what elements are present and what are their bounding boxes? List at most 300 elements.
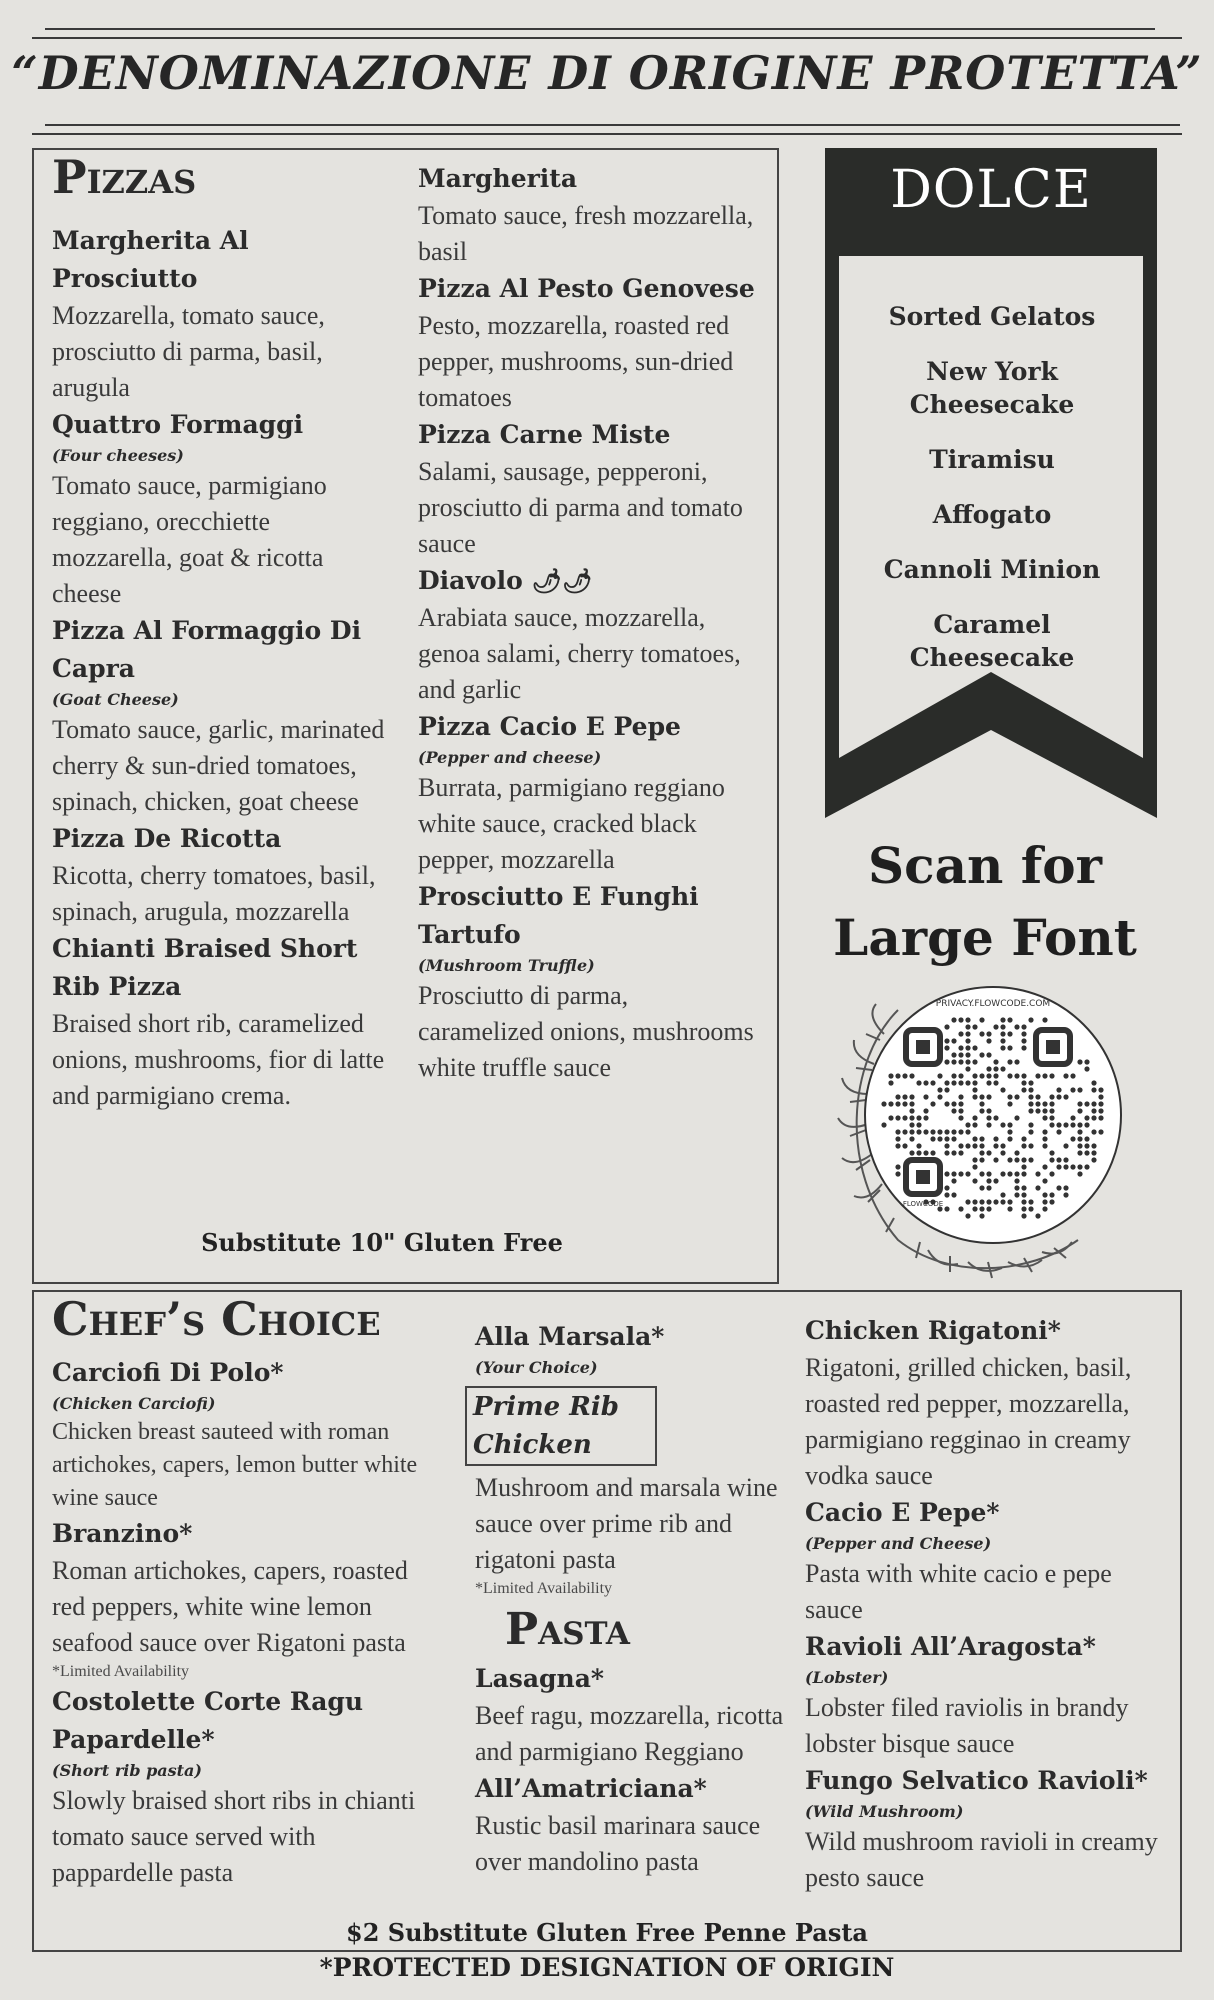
qr-module [930, 1150, 935, 1155]
qr-module [1014, 1059, 1019, 1064]
qr-module [1063, 1094, 1068, 1099]
page-title: “DENOMINAZIONE DI ORIGINE PROTETTA” [11, 46, 1203, 100]
item-name: Chianti Braised Short Rib Pizza [52, 934, 358, 1001]
qr-module [1014, 1171, 1019, 1176]
qr-module [902, 1101, 907, 1106]
qr-module [986, 1080, 991, 1085]
qr-module [944, 1045, 949, 1050]
qr-module [958, 1143, 963, 1148]
item-description: Tomato sauce, fresh mozzarella, basil [418, 201, 754, 266]
qr-module [951, 1101, 956, 1106]
qr-module [1028, 1094, 1033, 1099]
qr-module [944, 1143, 949, 1148]
protected-designation-note: *PROTECTED DESIGNATION OF ORIGIN [319, 1953, 895, 1982]
menu-item [52, 820, 397, 930]
qr-module [1063, 1073, 1068, 1078]
qr-module [909, 1073, 914, 1078]
qr-module [965, 1122, 970, 1127]
qr-module [986, 1031, 991, 1036]
qr-module [1021, 1024, 1026, 1029]
qr-module [1000, 1017, 1005, 1022]
qr-module [902, 1094, 907, 1099]
qr-module [979, 1094, 984, 1099]
qr-module [1021, 1073, 1026, 1078]
qr-module [965, 1045, 970, 1050]
qr-module [951, 1192, 956, 1197]
qr-module [1063, 1164, 1068, 1169]
qr-module [979, 1213, 984, 1218]
item-subtitle: (Mushroom Truffle) [418, 956, 595, 975]
qr-module [972, 1087, 977, 1092]
qr-module [1007, 1199, 1012, 1204]
item-name: Carciofi Di Polo* [52, 1358, 284, 1387]
qr-module [979, 1150, 984, 1155]
item-description: Pesto, mozzarella, roasted red pepper, mushrooms, sun-dried tomatoes [418, 311, 734, 412]
qr-module [1021, 1192, 1026, 1197]
qr-module [1000, 1031, 1005, 1036]
qr-module [1021, 1045, 1026, 1050]
qr-module [979, 1073, 984, 1078]
qr-module [895, 1094, 900, 1099]
qr-module [958, 1094, 963, 1099]
qr-module [1014, 1073, 1019, 1078]
qr-module [958, 1080, 963, 1085]
qr-module [951, 1059, 956, 1064]
pizzas-right-column [418, 160, 758, 1086]
qr-module [1007, 1059, 1012, 1064]
qr-code-icon[interactable] [828, 970, 1138, 1282]
menu-item [52, 1683, 422, 1891]
qr-module [986, 1094, 991, 1099]
qr-module [993, 1066, 998, 1071]
qr-module [1091, 1157, 1096, 1162]
item-name: Costolette Corte Ragu Papardelle* [52, 1687, 364, 1754]
qr-module [944, 1136, 949, 1141]
qr-module [1049, 1101, 1054, 1106]
item-description: Burrata, parmigiano reggiano white sauce, cracked black pepper, mozzarella [418, 773, 725, 874]
item-name: Margherita [418, 164, 578, 193]
menu-item [805, 1312, 1175, 1494]
qr-module [986, 1178, 991, 1183]
qr-module [923, 1129, 928, 1134]
item-description: Arabiata sauce, mozzarella, genoa salami, cherry tomatoes, and garlic [418, 603, 741, 704]
qr-module [979, 1171, 984, 1176]
qr-module [986, 1073, 991, 1078]
qr-module [1000, 1150, 1005, 1155]
qr-module [1077, 1087, 1082, 1092]
qr-module [1077, 1136, 1082, 1141]
qr-module [979, 1206, 984, 1211]
qr-module [902, 1143, 907, 1148]
qr-module [986, 1206, 991, 1211]
qr-module [1000, 1122, 1005, 1127]
qr-module [937, 1073, 942, 1078]
qr-module [1021, 1185, 1026, 1190]
qr-module [923, 1115, 928, 1120]
qr-module [1084, 1150, 1089, 1155]
chili-pepper-icon: 🌶🌶 [531, 566, 593, 595]
qr-module [1021, 1199, 1026, 1204]
qr-module [979, 1108, 984, 1113]
qr-module [1091, 1115, 1096, 1120]
item-description: Prosciutto di parma, caramelized onions, mushrooms white truffle sauce [418, 981, 754, 1082]
qr-module [965, 1213, 970, 1218]
menu-item [805, 1762, 1175, 1896]
qr-module [944, 1185, 949, 1190]
qr-module [993, 1143, 998, 1148]
qr-module [1028, 1157, 1033, 1162]
qr-module [993, 1115, 998, 1120]
qr-module [951, 1052, 956, 1057]
qr-module [1098, 1129, 1103, 1134]
qr-module [895, 1143, 900, 1148]
qr-module [1021, 1171, 1026, 1176]
qr-module [979, 1101, 984, 1106]
qr-module [965, 1059, 970, 1064]
qr-module [958, 1171, 963, 1176]
qr-module [1091, 1143, 1096, 1148]
menu-item [52, 1515, 422, 1683]
qr-module [986, 1108, 991, 1113]
qr-module [1035, 1108, 1040, 1113]
qr-module [993, 1136, 998, 1141]
qr-module [965, 1024, 970, 1029]
item-name: Lasagna* [475, 1664, 604, 1693]
qr-module [958, 1206, 963, 1211]
menu-item [475, 1770, 805, 1880]
qr-module [909, 1136, 914, 1141]
menu-item [805, 1628, 1175, 1762]
qr-module [1049, 1150, 1054, 1155]
pizzas-gluten-free-note: Substitute 10" Gluten Free [201, 1228, 563, 1257]
item-description: Mozzarella, tomato sauce, prosciutto di parma, basil, arugula [52, 301, 325, 402]
qr-module [1042, 1199, 1047, 1204]
qr-module [1021, 1164, 1026, 1169]
item-description: Tomato sauce, garlic, marinated cherry & sun-dried tomatoes, spinach, chicken, goat cheese [52, 715, 385, 816]
menu-item [418, 160, 758, 270]
qr-module [1014, 1150, 1019, 1155]
qr-module [1035, 1213, 1040, 1218]
menu-item [418, 562, 758, 708]
qr-module [1070, 1122, 1075, 1127]
item-name: Branzino* [52, 1519, 193, 1548]
qr-module [1028, 1087, 1033, 1092]
qr-module [1042, 1115, 1047, 1120]
qr-code-wreath [828, 970, 1138, 1286]
qr-module [1084, 1164, 1089, 1169]
qr-module [1028, 1080, 1033, 1085]
qr-module [923, 1150, 928, 1155]
dolce-item: New York Cheesecake [909, 357, 1075, 419]
qr-module [888, 1080, 893, 1085]
qr-module [1035, 1185, 1040, 1190]
qr-module [1091, 1108, 1096, 1113]
qr-module [1049, 1171, 1054, 1176]
qr-module [1014, 1024, 1019, 1029]
qr-module [1007, 1171, 1012, 1176]
qr-module [909, 1150, 914, 1155]
qr-module [951, 1017, 956, 1022]
chefs-choice-title: Chef’s Choice [52, 1292, 381, 1346]
qr-module [909, 1115, 914, 1120]
qr-module [965, 1171, 970, 1176]
qr-module [944, 1206, 949, 1211]
qr-module [965, 1066, 970, 1071]
item-name: Pizza De Ricotta [52, 824, 282, 853]
qr-module [1056, 1164, 1061, 1169]
qr-module [1035, 1171, 1040, 1176]
qr-module [1091, 1150, 1096, 1155]
item-subtitle: (Goat Cheese) [52, 690, 179, 709]
item-description: Rustic basil marinara sauce over mandolino pasta [475, 1811, 761, 1876]
pizzas-title: Pizzas [52, 150, 197, 204]
qr-module [972, 1157, 977, 1162]
qr-module [1077, 1171, 1082, 1176]
qr-module [1007, 1157, 1012, 1162]
qr-module [986, 1066, 991, 1071]
qr-module [1049, 1108, 1054, 1113]
qr-module [1063, 1157, 1068, 1162]
menu-item [52, 612, 397, 820]
qr-module [1070, 1087, 1075, 1092]
item-subtitle: (Chicken Carciofi) [52, 1394, 216, 1413]
qr-module [944, 1171, 949, 1176]
limited-availability-note: *Limited Availability [475, 1580, 613, 1597]
qr-module [944, 1192, 949, 1197]
qr-module [944, 1087, 949, 1092]
qr-module [1021, 1080, 1026, 1085]
qr-module [1049, 1073, 1054, 1078]
qr-module [888, 1101, 893, 1106]
qr-module [1098, 1101, 1103, 1106]
qr-module [972, 1059, 977, 1064]
qr-module [1084, 1101, 1089, 1106]
qr-module [1028, 1017, 1033, 1022]
qr-module [958, 1108, 963, 1113]
item-description: Wild mushroom ravioli in creamy pesto sauce [805, 1827, 1158, 1892]
qr-module [1042, 1206, 1047, 1211]
qr-module [972, 1143, 977, 1148]
dolce-list [842, 300, 1142, 696]
qr-module [972, 1080, 977, 1085]
qr-module [993, 1073, 998, 1078]
qr-module [965, 1017, 970, 1022]
marsala-choice-box [465, 1386, 657, 1466]
qr-module [1056, 1087, 1061, 1092]
qr-module [1084, 1059, 1089, 1064]
qr-module [972, 1206, 977, 1211]
item-subtitle: (Wild Mushroom) [805, 1802, 964, 1821]
item-name: Diavolo [418, 566, 523, 595]
qr-module [895, 1129, 900, 1134]
qr-module [951, 1073, 956, 1078]
limited-availability-note: *Limited Availability [52, 1663, 190, 1680]
qr-module [1056, 1185, 1061, 1190]
qr-module [965, 1129, 970, 1134]
item-description: Braised short rib, caramelized onions, mushrooms, fior di latte and parmigiano crema. [52, 1009, 385, 1110]
qr-module [965, 1143, 970, 1148]
qr-module [958, 1052, 963, 1057]
qr-module [1077, 1059, 1082, 1064]
qr-module [1007, 1031, 1012, 1036]
item-name-row [418, 562, 758, 600]
item-subtitle: (Short rib pasta) [52, 1761, 202, 1780]
chef-column-2 [475, 1318, 805, 1880]
dolce-item: Affogato [932, 500, 1052, 529]
qr-module [1056, 1157, 1061, 1162]
qr-module [979, 1052, 984, 1057]
item-name: Pizza Carne Miste [418, 420, 671, 449]
item-subtitle: (Your Choice) [475, 1358, 598, 1377]
qr-module [1091, 1080, 1096, 1085]
qr-module [986, 1199, 991, 1204]
qr-module [958, 1129, 963, 1134]
qr-module [902, 1073, 907, 1078]
header-rule-bottom-2 [32, 133, 1182, 135]
qr-module [1042, 1178, 1047, 1183]
qr-module [1042, 1108, 1047, 1113]
qr-module [909, 1129, 914, 1134]
menu-item [52, 1354, 422, 1515]
item-description: Lobster filed raviolis in brandy lobster bisque sauce [805, 1693, 1129, 1758]
pasta-gluten-free-note: $2 Substitute Gluten Free Penne Pasta [346, 1918, 868, 1947]
item-description: Salami, sausage, pepperoni, prosciutto di parma and tomato sauce [418, 457, 743, 558]
qr-module [930, 1101, 935, 1106]
qr-module [1070, 1073, 1075, 1078]
qr-module [895, 1136, 900, 1141]
item-subtitle: (Four cheeses) [52, 446, 184, 465]
qr-module [1084, 1143, 1089, 1148]
item-name: Pizza Al Formaggio Di Capra [52, 616, 362, 683]
qr-module [979, 1017, 984, 1022]
qr-module [965, 1080, 970, 1085]
qr-module [979, 1199, 984, 1204]
pasta-title: Pasta [505, 1604, 630, 1655]
qr-module [1028, 1122, 1033, 1127]
qr-module [951, 1150, 956, 1155]
qr-module [958, 1073, 963, 1078]
qr-module [895, 1101, 900, 1106]
qr-module [1014, 1157, 1019, 1162]
qr-module [930, 1080, 935, 1085]
dolce-title: DOLCE [890, 160, 1092, 220]
qr-module [1056, 1129, 1061, 1134]
qr-module [993, 1024, 998, 1029]
qr-module [1042, 1136, 1047, 1141]
qr-module [909, 1108, 914, 1113]
qr-module [979, 1031, 984, 1036]
menu-item [418, 416, 758, 562]
qr-module [1049, 1192, 1054, 1197]
qr-module [1035, 1101, 1040, 1106]
qr-module [958, 1115, 963, 1120]
qr-module [944, 1150, 949, 1155]
qr-module [993, 1199, 998, 1204]
qr-module [1028, 1108, 1033, 1113]
item-name: Pizza Al Pesto Genovese [418, 274, 755, 303]
qr-module [1077, 1143, 1082, 1148]
qr-module [1063, 1185, 1068, 1190]
qr-module [1021, 1143, 1026, 1148]
qr-module [951, 1080, 956, 1085]
qr-module [1077, 1150, 1082, 1155]
qr-module [1014, 1178, 1019, 1183]
qr-module [1007, 1129, 1012, 1134]
qr-module [972, 1136, 977, 1141]
qr-module [951, 1108, 956, 1113]
qr-module [902, 1115, 907, 1120]
qr-module [1035, 1094, 1040, 1099]
qr-module [1000, 1038, 1005, 1043]
qr-module [958, 1059, 963, 1064]
qr-module [1000, 1087, 1005, 1092]
qr-module [1070, 1115, 1075, 1120]
menu-item [52, 406, 397, 612]
qr-module [895, 1164, 900, 1169]
dolce-item: Sorted Gelatos [888, 302, 1096, 331]
qr-module [1007, 1206, 1012, 1211]
header-rule-top-2 [32, 37, 1182, 39]
qr-module [1042, 1192, 1047, 1197]
qr-module [916, 1150, 921, 1155]
item-description: Roman artichokes, capers, roasted red peppers, white wine lemon seafood sauce over Rigatoni pasta [52, 1556, 408, 1657]
menu-item-marsala [475, 1318, 805, 1600]
qr-module [1007, 1017, 1012, 1022]
item-description: Beef ragu, mozzarella, ricotta and parmigiano Reggiano [475, 1701, 784, 1766]
qr-module [916, 1115, 921, 1120]
item-subtitle: (Pepper and Cheese) [805, 1534, 992, 1553]
qr-module [1042, 1129, 1047, 1134]
qr-module [1028, 1199, 1033, 1204]
qr-module [1098, 1087, 1103, 1092]
qr-module [937, 1136, 942, 1141]
qr-module [965, 1038, 970, 1043]
qr-module [972, 1199, 977, 1204]
qr-module [1000, 1024, 1005, 1029]
qr-module [1000, 1045, 1005, 1050]
qr-module [923, 1094, 928, 1099]
dolce-item: Caramel Cheesecake [909, 610, 1075, 672]
qr-module [1084, 1122, 1089, 1127]
qr-module [1007, 1136, 1012, 1141]
item-description: Pasta with white cacio e pepe sauce [805, 1559, 1112, 1624]
item-description: Rigatoni, grilled chicken, basil, roasted red pepper, mozzarella, parmigiano regginao in creamy vodka sauce [805, 1353, 1132, 1490]
qr-module [958, 1101, 963, 1106]
qr-module [944, 1101, 949, 1106]
item-subtitle: (Lobster) [805, 1668, 889, 1687]
qr-module [972, 1164, 977, 1169]
qr-module [1021, 1213, 1026, 1218]
item-name: All’Amatriciana* [475, 1774, 707, 1803]
qr-module [916, 1129, 921, 1134]
item-description: Slowly braised short ribs in chianti tomato sauce served with pappardelle pasta [52, 1786, 416, 1887]
item-name: Ravioli All’Aragosta* [805, 1632, 1096, 1661]
qr-module [1007, 1045, 1012, 1050]
qr-module [986, 1115, 991, 1120]
qr-module [944, 1080, 949, 1085]
qr-module [930, 1129, 935, 1134]
qr-module [972, 1178, 977, 1183]
qr-module [909, 1101, 914, 1106]
qr-module [944, 1038, 949, 1043]
qr-module [993, 1059, 998, 1064]
item-description: Tomato sauce, parmigiano reggiano, orecchiette mozzarella, goat & ricotta cheese [52, 471, 327, 608]
qr-module [958, 1045, 963, 1050]
qr-module [993, 1157, 998, 1162]
qr-module [1098, 1115, 1103, 1120]
qr-module [951, 1178, 956, 1183]
qr-module [1070, 1136, 1075, 1141]
